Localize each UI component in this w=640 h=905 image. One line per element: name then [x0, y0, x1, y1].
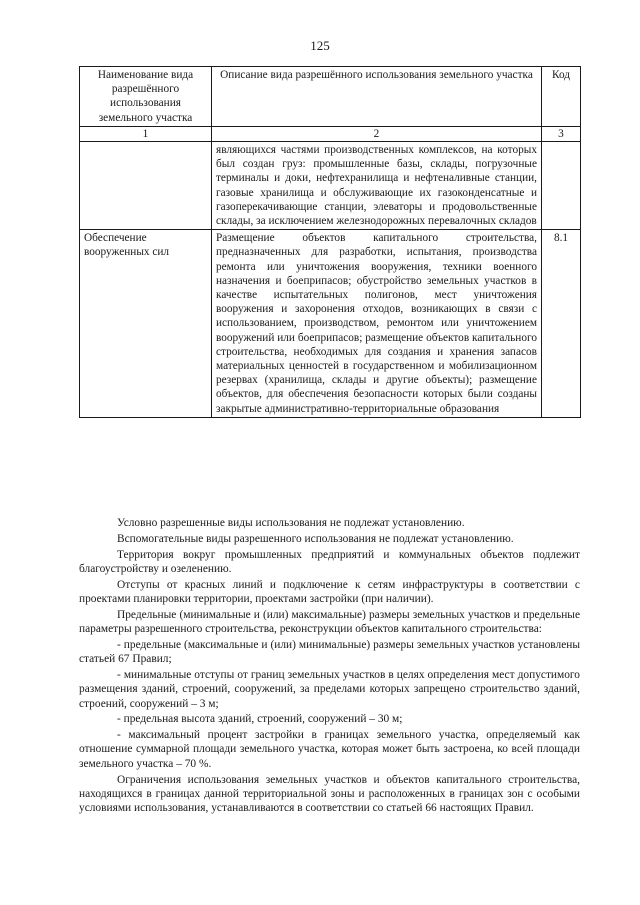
- table-row: [80, 142, 581, 230]
- paragraph: - предельные (максимальные и (или) минимальные) размеры земельных участков установлены статьей 67 Правил;: [79, 638, 580, 666]
- paragraph: Предельные (минимальные и (или) максимальные) размеры земельных участков и предельные параметры разрешенного строительства, реконструкции объектов капитального строительства:: [79, 608, 580, 636]
- paragraph: Территория вокруг промышленных предприятий и коммунальных объектов подлежит благоустройству и озеленению.: [79, 548, 580, 575]
- header-code: Код: [542, 67, 581, 127]
- row-name: [80, 142, 212, 230]
- header-name: Наименование вида разрешённого использования земельного участка: [80, 67, 212, 127]
- paragraph: - минимальные отступы от границ земельных участков в целях определения мест допустимого размещения зданий, строений, сооружений, за пределами которых запрещено строительство зданий, строений, сооружений – 3 м;: [79, 668, 580, 710]
- header-description: Описание вида разрешённого использования земельного участка: [212, 67, 542, 127]
- body-text: [79, 516, 580, 817]
- table-numbering-row: [80, 126, 581, 141]
- page-number: 125: [310, 38, 330, 53]
- paragraph: Ограничения использования земельных участков и объектов капитального строительства, находящихся в границах данной территориальной зоны и расположенных в границах зон с особыми условиями использования, устанавливаются в соответствии со статьей 66 настоящих Правил.: [79, 773, 580, 815]
- paragraph: Отступы от красных линий и подключение к сетям инфраструктуры в соответствии с проектами планировки территории, проектами застройки (при наличии).: [79, 578, 580, 605]
- row-name: Обеспечение вооруженных сил: [80, 230, 212, 418]
- table-row: [80, 230, 581, 418]
- column-number-2: 2: [212, 126, 542, 141]
- paragraph: Вспомогательные виды разрешенного использования не подлежат установлению.: [117, 532, 514, 545]
- land-use-table: [79, 66, 581, 418]
- row-code: [542, 142, 581, 230]
- paragraph: Условно разрешенные виды использования не подлежат установлению.: [117, 517, 465, 529]
- column-number-1: 1: [80, 126, 212, 141]
- paragraph: - предельная высота зданий, строений, сооружений – 30 м;: [117, 713, 403, 726]
- row-code: 8.1: [542, 230, 581, 418]
- table-header-row: [80, 67, 581, 127]
- row-description: Размещение объектов капитального строительства, предназначенных для разработки, испытания, производства ремонта или уничтожения вооружения, техники военного назначения и боеприпасов; обустройство земельных участков в качестве испытательных полигонов, мест уничтожения вооружения и захоронения отходов, возникающих в связи с использованием, производством, ремонтом или уничтожением вооружений или боеприпасов; размещение объектов капитального строительства, необходимых для создания и хранения запасов материальных ценностей в государственном и мобилизационном резервах (хранилища, склады и другие объекты); размещение объектов, для обеспечения безопасности которых были созданы закрытые административно-территориальные образования: [212, 230, 542, 418]
- column-number-3: 3: [542, 126, 581, 141]
- row-description: являющихся частями производственных комплексов, на которых был создан груз: промышленные базы, склады, погрузочные терминалы и доки, нефтехранилища и нефтеналивные станции, газовые хранилища и обслуживающие их газоконденсатные и газоперекачивающие станции, элеваторы и продовольственные склады, за исключением железнодорожных перевалочных складов: [212, 142, 542, 230]
- paragraph: - максимальный процент застройки в границах земельного участка, определяемый как отношение суммарной площади земельного участка, которая может быть застроена, ко всей площади земельного участка – 70 %.: [79, 729, 580, 770]
